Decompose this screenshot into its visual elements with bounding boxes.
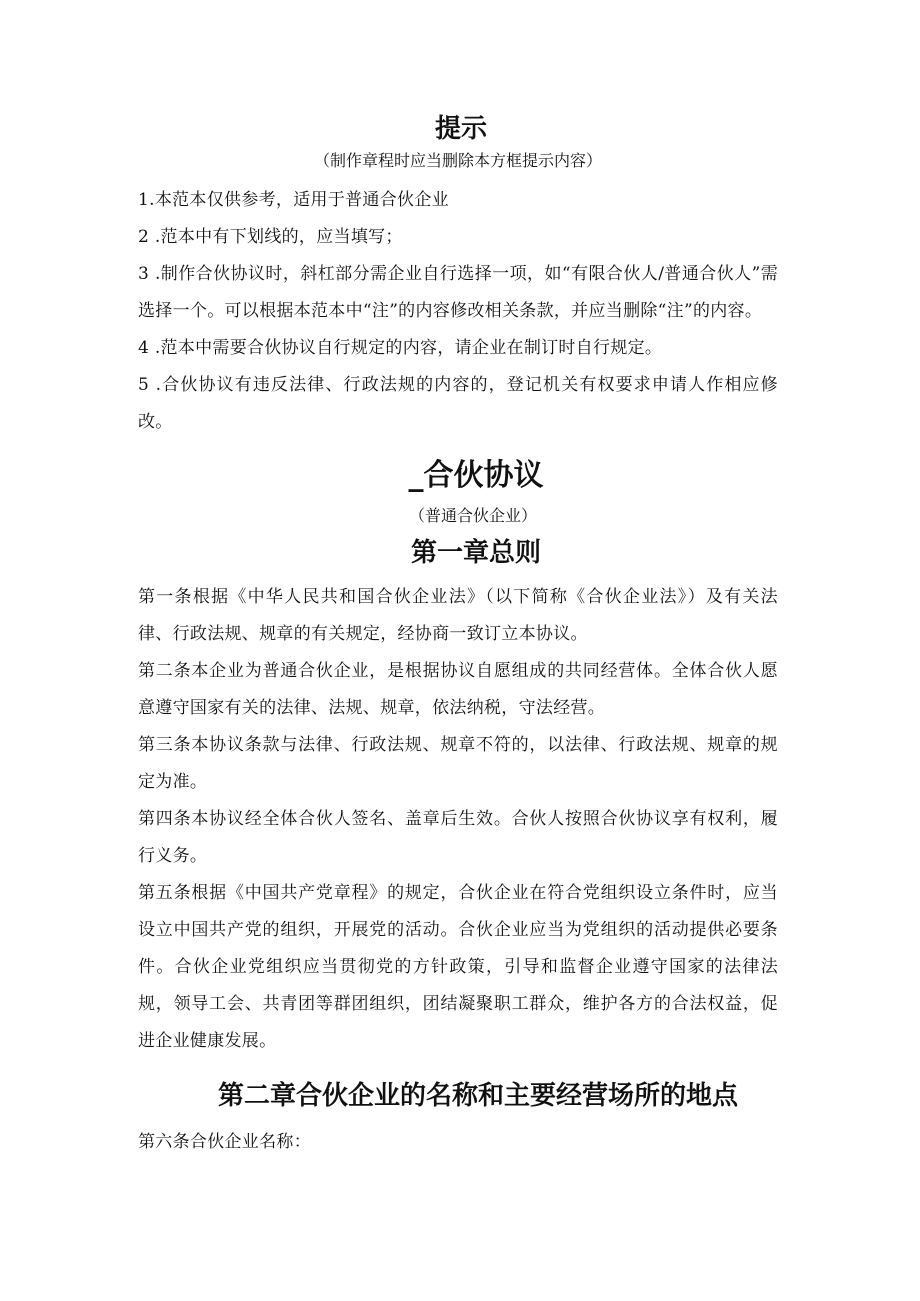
article-5: 第五条根据《中国共产党章程》的规定，合伙企业在符合党组织设立条件时，应当设立中国共产党的组织，开展党的活动。合伙企业应当为党组织的活动提供必要条件。合伙企业党组织应当贯彻党的方针政策，引导和监督企业遵守国家的法律法规，领导工会、共青团等群团组织，团结凝聚职工群众，维护各方的合法权益，促进企业健康发展。 <box>138 883 778 1051</box>
document-subtitle: （普通合伙企业） <box>408 506 537 525</box>
article-6: 第六条合伙企业名称： <box>138 1132 311 1152</box>
notice-subtitle: （制作章程时应当删除本方框提示内容） <box>313 151 602 170</box>
article-4: 第四条本协议经全体合伙人签名、盖章后生效。合伙人按照合伙协议享有权利，履行义务。 <box>138 809 778 866</box>
notice-item-5: 5 .合伙协议有违反法律、行政法规的内容的，登记机关有权要求申请人作相应修改。 <box>138 375 778 432</box>
page-content <box>138 112 778 1161</box>
notice-item-1: 1.本范本仅供参考，适用于普通合伙企业 <box>138 190 449 210</box>
article-3: 第三条本协议条款与法律、行政法规、规章不符的，以法律、行政法规、规章的规定为准。 <box>138 735 778 792</box>
chapter-2-heading: 第二章合伙企业的名称和主要经营场所的地点 <box>217 1081 738 1111</box>
notice-item-4: 4 .范本中需要合伙协议自行规定的内容，请企业在制订时自行规定。 <box>138 338 663 358</box>
notice-item-2: 2 .范本中有下划线的，应当填写； <box>138 227 403 247</box>
document-title: _合伙协议 <box>408 458 544 493</box>
notice-box <box>138 112 778 441</box>
chapter-1-heading: 第一章总则 <box>410 538 541 568</box>
article-1: 第一条根据《中华人民共和国合伙企业法》（以下简称《合伙企业法》）及有关法律、行政法规、规章的有关规定，经协商一致订立本协议。 <box>138 587 778 644</box>
notice-title: 提示 <box>434 114 487 144</box>
article-2: 第二条本企业为普通合伙企业，是根据协议自愿组成的共同经营体。全体合伙人愿意遵守国家有关的法律、法规、规章，依法纳税，守法经营。 <box>138 661 778 718</box>
notice-item-3: 3 .制作合伙协议时，斜杠部分需企业自行选择一项，如“有限合伙人/普通合伙人”需选择一个。可以根据本范本中“注”的内容修改相关条款，并应当删除“注”的内容。 <box>138 264 778 321</box>
